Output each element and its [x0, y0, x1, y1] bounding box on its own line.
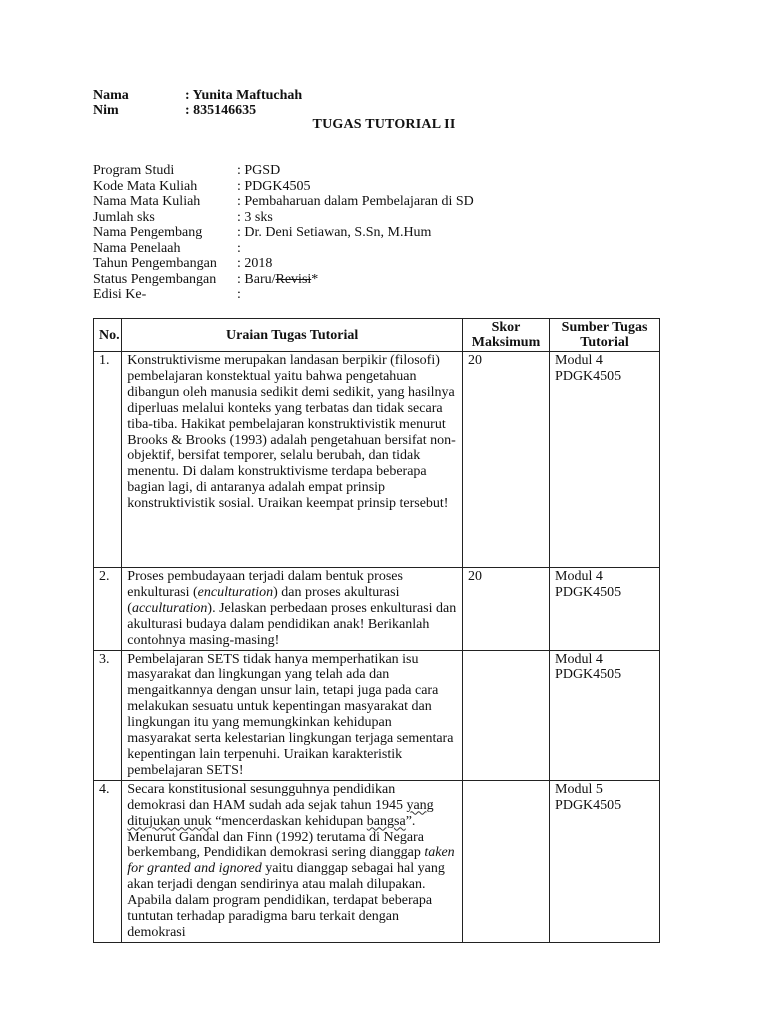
max-score — [462, 650, 549, 780]
col-header-uraian: Uraian Tugas Tutorial — [122, 319, 463, 352]
info-row-jumlah-sks: Jumlah sks : 3 sks — [93, 209, 273, 225]
table-header-row — [94, 319, 660, 352]
row-number: 1. — [94, 352, 122, 568]
col-header-skor: Skor Maksimum — [462, 319, 549, 352]
table-row — [94, 568, 660, 651]
col-header-sumber: Sumber Tugas Tutorial — [550, 319, 660, 352]
info-row-nama-penelaah: Nama Penelaah : — [93, 240, 241, 256]
student-nim-label: Nim — [93, 103, 119, 118]
struck-text: Revisi — [275, 271, 312, 287]
info-row-kode-mata-kuliah: Kode Mata Kuliah : PDGK4505 — [93, 178, 311, 194]
col-header-no: No. — [94, 319, 122, 352]
course-info — [93, 163, 474, 303]
table-row — [94, 650, 660, 780]
row-number: 4. — [94, 780, 122, 942]
max-score: 20 — [462, 568, 549, 651]
task-description: Konstruktivisme merupakan landasan berpikir (filosofi) pembelajaran konstektual yaitu bahwa pengetahuan dibangun oleh manusia sedikit demi sedikit, yang hasilnya diperluas melalui konteks yang terbatas dan tidak secara tiba-tiba. Hakikat pembelajaran konstruktivistik menurut Brooks & Brooks (1993) adalah pengetahuan bersifat non-objektif, bersifat temporer, selalu berubah, dan tidak menentu. Di dalam konstruktivisme terdapa beberapa bagian lagi, di antaranya adalah empat prinsip konstruktivistik sosial. Uraikan keempat prinsip tersebut! — [122, 352, 463, 568]
tasks-table — [93, 318, 660, 943]
student-name-row — [93, 88, 302, 104]
task-source: Modul 4 PDGK4505 — [550, 352, 660, 568]
row-number: 3. — [94, 650, 122, 780]
table-row — [94, 352, 660, 568]
student-name-value: : Yunita Maftuchah — [185, 88, 303, 103]
info-row-program-studi: Program Studi : PGSD — [93, 163, 281, 178]
task-source: Modul 4 PDGK4505 — [550, 650, 660, 780]
task-source: Modul 5 PDGK4505 — [550, 780, 660, 942]
info-row-tahun-pengembangan: Tahun Pengembangan : 2018 — [93, 256, 273, 271]
row-number: 2. — [94, 568, 122, 651]
student-name-label: Nama — [93, 88, 129, 103]
info-row-nama-pengembang: Nama Pengembang : Dr. Deni Setiawan, S.Sn, M.Hum — [93, 225, 432, 240]
info-row-status-pengembangan: Status Pengembangan : Baru/Revisi* — [93, 271, 319, 287]
info-row-edisi: Edisi Ke- : — [93, 287, 241, 302]
student-nim-value: : 835146635 — [185, 103, 257, 118]
info-row-nama-mata-kuliah: Nama Mata Kuliah : Pembaharuan dalam Pembelajaran di SD — [93, 194, 474, 209]
task-description: Pembelajaran SETS tidak hanya memperhatikan isu masyarakat dan lingkungan yang telah ada dan mengaitkannya dengan unsur lain, tetapi juga pada cara melakukan sesuatu untuk kepentingan masyarakat dan lingkungan itu yang memungkinkan kehidupan masyarakat serta kelestarian lingkungan terjaga sementara kepentingan lain terpenuhi. Uraikan karakteristik pembelajaran SETS! — [122, 650, 463, 780]
page-title: TUGAS TUTORIAL II — [312, 117, 456, 132]
task-source: Modul 4 PDGK4505 — [550, 568, 660, 651]
max-score: 20 — [462, 352, 549, 568]
task-description: Proses pembudayaan terjadi dalam bentuk proses enkulturasi (enculturation) dan proses akulturasi (acculturation). Jelaskan perbedaan proses enkulturasi dan akulturasi budaya dalam pendidikan anak! Berikanlah contohnya masing-masing! — [122, 568, 463, 651]
task-description: Secara konstitusional sesungguhnya pendidikan demokrasi dan HAM sudah ada sejak tahun 1945 yang ditujukan unuk “mencerdaskan kehidupan bangsa”. Menurut Gandal dan Finn (1992) terutama di Negara berkembang, Pendidikan demokrasi sering dianggap taken for granted and ignored yaitu dianggap sebagai hal yang akan terjadi dengan sendirinya atau malah dilupakan. Apabila dalam program pendidikan, terdapat beberapa tuntutan terhadap paradigma baru terkait dengan demokrasi — [122, 780, 463, 942]
max-score — [462, 780, 549, 942]
table-row — [94, 780, 660, 942]
